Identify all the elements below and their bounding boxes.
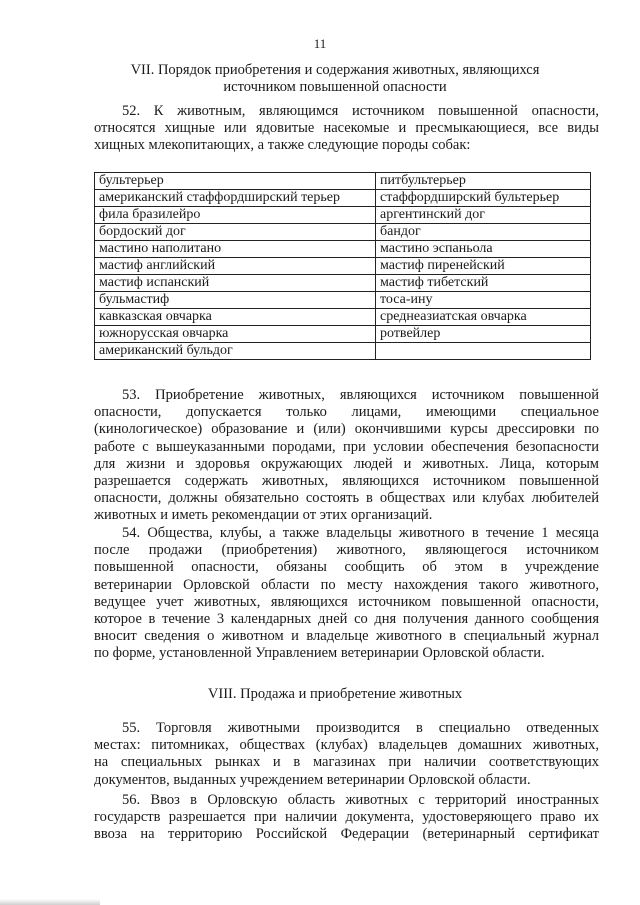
paragraph-line: повышенной опасности, обязаны сообщить об этом в учреждение [94, 559, 599, 576]
paragraph-line: опасности, допускается только лицами, имеющими специальное [94, 404, 599, 421]
breed-cell-right: среднеазиатская овчарка [376, 309, 591, 326]
breed-cell-left: американский стаффордширский терьер [95, 190, 376, 207]
paragraph-line: 53. Приобретение животных, являющихся источником повышенной [122, 387, 599, 403]
breed-cell-left: мастино наполитано [95, 241, 376, 258]
paragraph-line: 56. Ввоз в Орловскую область животных с территорий иностранных [122, 792, 599, 808]
paragraph-line: хищных млекопитающих, а также следующие породы собак: [94, 137, 471, 154]
section-8-heading [60, 686, 610, 703]
paragraph-line: на специальных рынках и в магазинах при наличии соответствующих [94, 754, 599, 771]
dog-breeds-table [94, 172, 591, 360]
breed-cell-right: ротвейлер [376, 326, 591, 343]
paragraph-line: 54. Общества, клубы, а также владельцы животного в течение 1 месяца [122, 525, 599, 541]
section-7-title-line-2: источником повышенной опасности [223, 79, 447, 95]
breed-cell-right: питбультерьер [376, 173, 591, 190]
breed-row [95, 309, 591, 326]
breed-cell-left: мастиф испанский [95, 275, 376, 292]
breed-row [95, 275, 591, 292]
breed-cell-left: мастиф английский [95, 258, 376, 275]
paragraph-line: документов, выданных учреждением ветеринарии Орловской области. [94, 771, 531, 788]
scan-edge-shadow [0, 899, 100, 905]
breed-row [95, 343, 591, 360]
paragraph-line: ввоза на территорию Российской Федерации (ветеринарный сертификат [94, 826, 599, 843]
paragraph-line: опасности, должны обязательно состоять в обществах или клубах любителей [94, 490, 599, 507]
breed-cell-left: бульмастиф [95, 292, 376, 309]
paragraph-line: работе с вышеуказанными породами, при условии обеспечения безопасности [94, 438, 599, 455]
paragraph-line: ветеринарии Орловской области по месту нахождения такого животного, [94, 576, 599, 593]
breed-cell-left: фила бразилейро [95, 207, 376, 224]
paragraph-line: вносит сведения о животном и владельце животного в специальный журнал [94, 628, 599, 645]
breed-cell-left: кавказская овчарка [95, 309, 376, 326]
paragraph-line: для жизни и здоровья окружающих людей и животных. Лица, которым [94, 455, 599, 472]
breed-cell-left: бордоский дог [95, 224, 376, 241]
paragraph-line: после продажи (приобретения) животного, являющегося источником [94, 542, 599, 559]
paragraph-line: (кинологическое) образование и (или) окончившими курсы дрессировки по [94, 421, 599, 438]
paragraph-56 [94, 792, 599, 844]
breed-row [95, 326, 591, 343]
section-8-title: VIII. Продажа и приобретение животных [207, 686, 463, 702]
breed-row [95, 224, 591, 241]
paragraph-line: ведущее учет животных, являющихся источником повышенной опасности, [94, 593, 599, 610]
breed-cell-left: южнорусская овчарка [95, 326, 376, 343]
breed-row [95, 241, 591, 258]
breed-cell-left: бультерьер [95, 173, 376, 190]
paragraph-line: животных и иметь рекомендации от этих организаций. [94, 507, 433, 524]
paragraph-53 [94, 387, 599, 525]
paragraph-line: местах: питомниках, обществах (клубах) владельцев домашних животных, [94, 737, 599, 754]
paragraph-line: относятся хищные или ядовитые насекомые и пресмыкающиеся, все виды [94, 120, 599, 137]
breed-cell-right: мастиф тибетский [376, 275, 591, 292]
paragraph-52 [94, 103, 599, 155]
breed-cell-left: американский бульдог [95, 343, 376, 360]
breed-cell-right [376, 343, 591, 360]
section-7-heading [60, 62, 610, 96]
paragraph-line: 52. К животным, являющимся источником повышенной опасности, [122, 103, 599, 119]
breed-cell-right: аргентинский дог [376, 207, 591, 224]
section-7-title-line-1: VII. Порядок приобретения и содержания животных, являющихся [130, 62, 540, 78]
paragraph-line: государств разрешается при наличии документа, удостоверяющего право их [94, 809, 599, 826]
breed-row [95, 173, 591, 190]
paragraph-line: 55. Торговля животными производится в специально отведенных [122, 720, 599, 736]
breed-row [95, 292, 591, 309]
paragraph-line: разрешается содержать животных, являющихся источником повышенной [94, 473, 599, 490]
paragraph-55 [94, 720, 599, 789]
paragraph-line: по форме, установленной Управлением ветеринарии Орловской области. [94, 645, 545, 662]
paragraph-line: которое в течение 3 календарных дней со дня получения данного сообщения [94, 611, 599, 628]
breed-cell-right: мастиф пиренейский [376, 258, 591, 275]
breed-cell-right: мастино эспаньола [376, 241, 591, 258]
breed-row [95, 207, 591, 224]
breed-row [95, 258, 591, 275]
breed-cell-right: бандог [376, 224, 591, 241]
page-number: 11 [313, 36, 327, 51]
breed-cell-right: стаффордширский бультерьер [376, 190, 591, 207]
paragraph-54 [94, 525, 599, 663]
breed-row [95, 190, 591, 207]
breed-cell-right: тоса-ину [376, 292, 591, 309]
